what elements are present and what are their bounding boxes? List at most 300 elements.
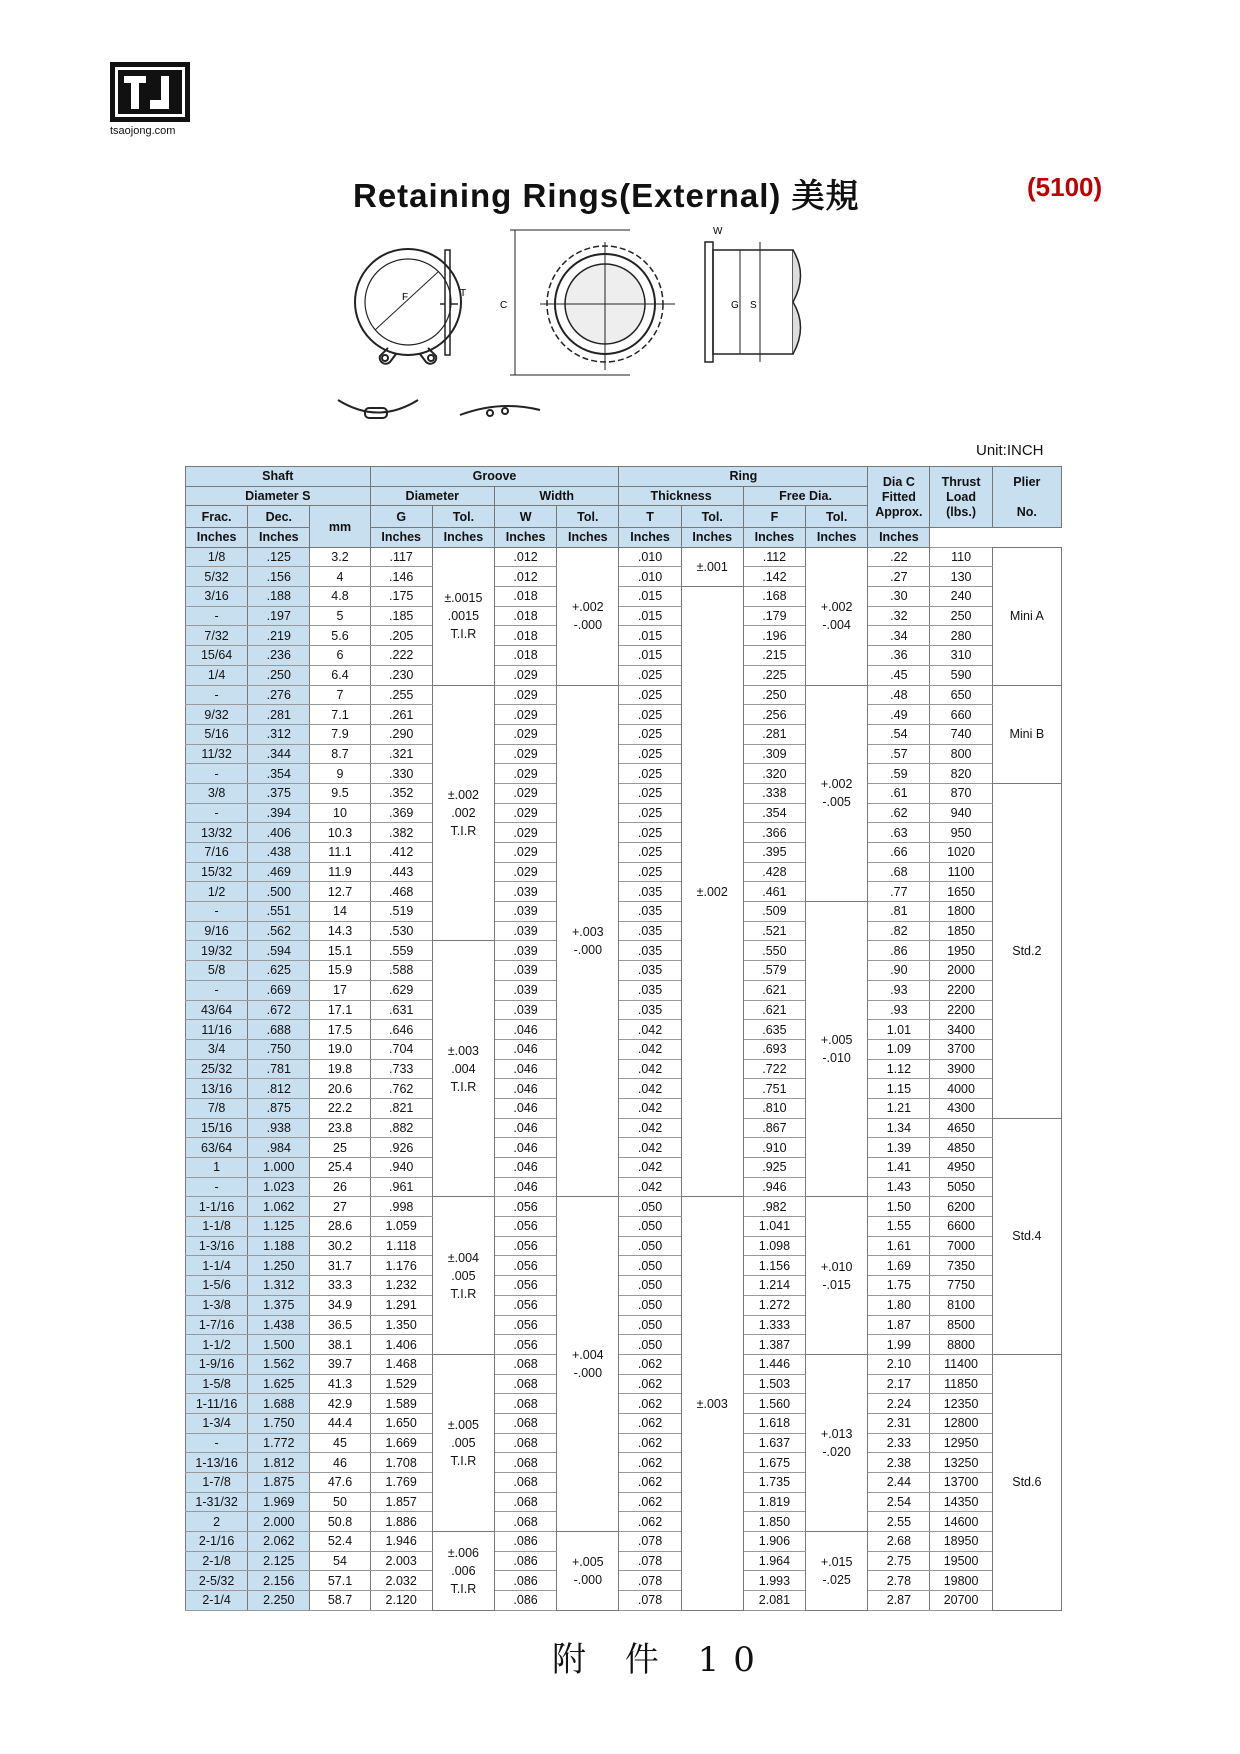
thickness-t-cell: .015 [619,646,681,666]
mm-cell: 50 [310,1492,370,1512]
groove-g-cell: .821 [370,1098,432,1118]
table-row [186,803,1062,823]
dec-cell: .438 [248,843,310,863]
tolerance-line: -.010 [822,1051,851,1066]
mm-cell: 8.7 [310,744,370,764]
dec-cell: .354 [248,764,310,784]
table-row [186,1236,1062,1256]
groove-tol-cell [432,941,494,1197]
thrust-load-cell: 3900 [930,1059,992,1079]
header-shaft: Shaft [186,467,371,487]
groove-g-cell: .261 [370,705,432,725]
groove-g-cell: 1.529 [370,1374,432,1394]
dec-cell: .469 [248,862,310,882]
width-w-cell: .056 [495,1236,557,1256]
dec-cell: 1.772 [248,1433,310,1453]
free-tol-cell [806,902,868,1197]
dia-c-cell: 1.12 [868,1059,930,1079]
free-tol-cell [806,547,868,685]
thickness-t-cell: .050 [619,1256,681,1276]
thrust-load-cell: 4650 [930,1118,992,1138]
thickness-t-cell: .025 [619,783,681,803]
table-row [186,1492,1062,1512]
dec-cell: .781 [248,1059,310,1079]
free-dia-f-cell: 1.503 [743,1374,805,1394]
tolerance-line: ±.003 [696,1396,728,1411]
groove-g-cell: .369 [370,803,432,823]
dia-c-cell: .62 [868,803,930,823]
table-row [186,1374,1062,1394]
thickness-t-cell: .050 [619,1295,681,1315]
header-ring: Ring [619,467,868,487]
mm-cell: 52.4 [310,1532,370,1552]
thrust-load-cell: 950 [930,823,992,843]
frac-cell: - [186,685,248,705]
mm-cell: 10.3 [310,823,370,843]
width-w-cell: .056 [495,1276,557,1296]
thrust-load-cell: 14350 [930,1492,992,1512]
spec-table [185,466,1062,1611]
mm-cell: 6.4 [310,665,370,685]
frac-cell: 11/32 [186,744,248,764]
dia-c-cell: 1.43 [868,1177,930,1197]
header-thrust-load: Thrust Load (lbs.) [930,467,992,528]
table-row [186,1453,1062,1473]
dec-cell: 2.000 [248,1512,310,1532]
frac-cell: 3/8 [186,783,248,803]
free-dia-f-cell: .946 [743,1177,805,1197]
mm-cell: 19.0 [310,1039,370,1059]
header-thickness: Thickness [619,486,743,506]
dia-c-cell: 2.24 [868,1394,930,1414]
frac-cell: 15/32 [186,862,248,882]
thickness-t-cell: .050 [619,1217,681,1237]
groove-g-cell: 1.589 [370,1394,432,1414]
groove-g-cell: .940 [370,1158,432,1178]
dec-cell: .669 [248,980,310,1000]
frac-cell: 19/32 [186,941,248,961]
thickness-t-cell: .050 [619,1315,681,1335]
width-w-cell: .056 [495,1197,557,1217]
dec-cell: .984 [248,1138,310,1158]
dec-cell: .250 [248,665,310,685]
table-row [186,980,1062,1000]
thickness-t-cell: .025 [619,685,681,705]
thickness-t-cell: .025 [619,665,681,685]
frac-cell: 3/16 [186,587,248,607]
frac-cell: 1-1/16 [186,1197,248,1217]
table-row [186,1079,1062,1099]
free-dia-f-cell: .196 [743,626,805,646]
dim-label-t: T [460,288,467,299]
dia-c-cell: 1.09 [868,1039,930,1059]
free-dia-f-cell: .168 [743,587,805,607]
mm-cell: 25 [310,1138,370,1158]
dec-cell: 1.125 [248,1217,310,1237]
thrust-load-cell: 4000 [930,1079,992,1099]
table-row [186,685,1062,705]
table-row [186,1158,1062,1178]
free-dia-f-cell: 1.735 [743,1473,805,1493]
thrust-load-cell: 20700 [930,1591,992,1611]
groove-g-cell: 1.769 [370,1473,432,1493]
table-row [186,1394,1062,1414]
thickness-t-cell: .042 [619,1039,681,1059]
thrust-load-cell: 2200 [930,1000,992,1020]
dec-cell: .197 [248,606,310,626]
width-w-cell: .039 [495,882,557,902]
free-dia-f-cell: 1.618 [743,1413,805,1433]
dec-cell: 2.250 [248,1591,310,1611]
header-g: G [370,506,432,528]
free-dia-f-cell: .910 [743,1138,805,1158]
header-groove: Groove [370,467,619,487]
dia-c-cell: 1.21 [868,1098,930,1118]
groove-g-cell: .185 [370,606,432,626]
header-t: T [619,506,681,528]
tolerance-line: Mini B [1009,727,1045,742]
mm-cell: 15.1 [310,941,370,961]
mm-cell: 9 [310,764,370,784]
free-dia-f-cell: .320 [743,764,805,784]
dec-cell: .562 [248,921,310,941]
mm-cell: 4 [310,567,370,587]
frac-cell: 25/32 [186,1059,248,1079]
table-row [186,1512,1062,1532]
frac-cell: 1-3/4 [186,1413,248,1433]
thrust-load-cell: 3700 [930,1039,992,1059]
frac-cell: 1/4 [186,665,248,685]
width-w-cell: .029 [495,665,557,685]
width-w-cell: .029 [495,764,557,784]
dec-cell: 1.750 [248,1413,310,1433]
thrust-load-cell: 7750 [930,1276,992,1296]
width-w-cell: .086 [495,1532,557,1552]
header-g-tol: Tol. [432,506,494,528]
tolerance-line: T.I.R [450,1286,477,1301]
tolerance-line: T.I.R [450,627,477,642]
tolerance-line: +.005 [571,1554,604,1569]
mm-cell: 7 [310,685,370,705]
tolerance-line: +.002 [571,600,604,615]
thrust-load-cell: 590 [930,665,992,685]
dia-c-cell: .90 [868,961,930,981]
free-dia-f-cell: 1.964 [743,1551,805,1571]
tolerance-line: +.002 [820,600,853,615]
tolerance-line: +.002 [820,777,853,792]
frac-cell: 9/16 [186,921,248,941]
groove-g-cell: .998 [370,1197,432,1217]
width-w-cell: .068 [495,1453,557,1473]
tolerance-line: .002 [451,805,476,820]
table-row [186,961,1062,981]
thrust-load-cell: 310 [930,646,992,666]
thrust-load-cell: 240 [930,587,992,607]
dec-cell: .812 [248,1079,310,1099]
thickness-t-cell: .015 [619,626,681,646]
groove-g-cell: .321 [370,744,432,764]
groove-g-cell: 1.669 [370,1433,432,1453]
free-dia-f-cell: 1.214 [743,1276,805,1296]
thickness-t-cell: .035 [619,961,681,981]
dia-c-cell: .49 [868,705,930,725]
groove-g-cell: .443 [370,862,432,882]
free-dia-f-cell: .366 [743,823,805,843]
tolerance-line: ±.006 [447,1545,479,1560]
width-w-cell: .018 [495,606,557,626]
dec-cell: 1.625 [248,1374,310,1394]
width-w-cell: .086 [495,1591,557,1611]
dec-cell: .125 [248,547,310,567]
width-w-cell: .039 [495,1000,557,1020]
dec-cell: .375 [248,783,310,803]
free-dia-f-cell: .635 [743,1020,805,1040]
thrust-load-cell: 4850 [930,1138,992,1158]
mm-cell: 45 [310,1433,370,1453]
unit-header-f: Inches [743,528,805,548]
table-row [186,606,1062,626]
dia-c-cell: 2.54 [868,1492,930,1512]
tolerance-line: -.000 [573,1572,603,1587]
frac-cell: 1 [186,1158,248,1178]
attachment-footer: 附 件 10 [552,1640,769,1680]
thickness-t-cell: .025 [619,862,681,882]
dia-c-cell: 1.99 [868,1335,930,1355]
width-w-cell: .046 [495,1177,557,1197]
dec-cell: 1.250 [248,1256,310,1276]
tolerance-line: Mini A [1009,609,1044,624]
free-dia-f-cell: .621 [743,980,805,1000]
mm-cell: 22.2 [310,1098,370,1118]
frac-cell: - [186,764,248,784]
thickness-t-cell: .042 [619,1059,681,1079]
unit-header-dec: Inches [248,528,310,548]
frac-cell: 7/32 [186,626,248,646]
groove-g-cell: .926 [370,1138,432,1158]
mm-cell: 3.2 [310,547,370,567]
dia-c-cell: 1.87 [868,1315,930,1335]
thrust-load-cell: 8800 [930,1335,992,1355]
thickness-t-cell: .062 [619,1473,681,1493]
free-dia-f-cell: .693 [743,1039,805,1059]
groove-g-cell: .230 [370,665,432,685]
groove-g-cell: 1.468 [370,1354,432,1374]
groove-g-cell: .412 [370,843,432,863]
groove-g-cell: 2.003 [370,1551,432,1571]
dec-cell: .344 [248,744,310,764]
dec-cell: 1.023 [248,1177,310,1197]
free-dia-f-cell: .142 [743,567,805,587]
groove-g-cell: .290 [370,724,432,744]
dia-c-cell: .54 [868,724,930,744]
mm-cell: 28.6 [310,1217,370,1237]
thrust-load-cell: 940 [930,803,992,823]
groove-g-cell: .352 [370,783,432,803]
groove-g-cell: .146 [370,567,432,587]
frac-cell: 1-11/16 [186,1394,248,1414]
frac-cell: 1-13/16 [186,1453,248,1473]
mm-cell: 46 [310,1453,370,1473]
thrust-load-cell: 11400 [930,1354,992,1374]
groove-g-cell: .629 [370,980,432,1000]
width-w-cell: .046 [495,1118,557,1138]
thickness-t-cell: .050 [619,1335,681,1355]
free-tol-cell [806,685,868,902]
table-row [186,1473,1062,1493]
unit-header-dia-c: Inches [868,528,930,548]
table-row [186,567,1062,587]
logo-mark [110,62,190,122]
frac-cell: 5/32 [186,567,248,587]
groove-g-cell: .175 [370,587,432,607]
thrust-load-cell: 660 [930,705,992,725]
thickness-t-cell: .042 [619,1158,681,1178]
mm-cell: 15.9 [310,961,370,981]
mm-cell: 42.9 [310,1394,370,1414]
free-dia-f-cell: .215 [743,646,805,666]
frac-cell: 2-1/16 [186,1532,248,1552]
tolerance-line: ±.005 [447,1417,479,1432]
width-w-cell: .068 [495,1374,557,1394]
width-w-cell: .029 [495,724,557,744]
thrust-load-cell: 4950 [930,1158,992,1178]
table-row [186,902,1062,922]
frac-cell: 63/64 [186,1138,248,1158]
tolerance-line: -.020 [822,1444,851,1459]
thrust-load-cell: 12950 [930,1433,992,1453]
dec-cell: .281 [248,705,310,725]
logo-website: tsaojong.com [110,125,176,137]
header-t-tol: Tol. [681,506,743,528]
thrust-load-cell: 250 [930,606,992,626]
thrust-load-cell: 14600 [930,1512,992,1532]
thickness-t-cell: .035 [619,980,681,1000]
thickness-t-cell: .062 [619,1394,681,1414]
groove-g-cell: .117 [370,547,432,567]
dia-c-cell: .61 [868,783,930,803]
free-dia-f-cell: .112 [743,547,805,567]
thickness-t-cell: .078 [619,1532,681,1552]
width-tol-cell [557,685,619,1197]
mm-cell: 26 [310,1177,370,1197]
plier-tip-icons [338,400,540,418]
groove-g-cell: 1.650 [370,1413,432,1433]
mm-cell: 31.7 [310,1256,370,1276]
free-dia-f-cell: .225 [743,665,805,685]
thrust-load-cell: 2000 [930,961,992,981]
company-logo [110,62,192,137]
dia-c-cell: .36 [868,646,930,666]
thrust-load-cell: 19500 [930,1551,992,1571]
dec-cell: 1.562 [248,1354,310,1374]
frac-cell: 7/16 [186,843,248,863]
mm-cell: 5.6 [310,626,370,646]
width-w-cell: .039 [495,961,557,981]
mm-cell: 39.7 [310,1354,370,1374]
width-w-cell: .046 [495,1158,557,1178]
groove-g-cell: .205 [370,626,432,646]
table-row [186,724,1062,744]
mm-cell: 11.9 [310,862,370,882]
table-row [186,1551,1062,1571]
dia-c-cell: .30 [868,587,930,607]
frac-cell: 3/4 [186,1039,248,1059]
mm-cell: 14.3 [310,921,370,941]
header-w-tol: Tol. [557,506,619,528]
table-row [186,862,1062,882]
mm-cell: 27 [310,1197,370,1217]
groove-tol-cell [432,685,494,941]
free-dia-f-cell: .722 [743,1059,805,1079]
dia-c-cell: 1.41 [868,1158,930,1178]
frac-cell: - [186,1177,248,1197]
frac-cell: 9/32 [186,705,248,725]
tolerance-line: +.010 [820,1259,853,1274]
width-w-cell: .056 [495,1295,557,1315]
unit-header-g: Inches [370,528,432,548]
thickness-tol-cell [681,547,743,586]
dia-c-cell: .93 [868,980,930,1000]
mm-cell: 19.8 [310,1059,370,1079]
frac-cell: 1-9/16 [186,1354,248,1374]
table-row [186,783,1062,803]
table-row [186,1138,1062,1158]
table-row [186,1315,1062,1335]
header-f: F [743,506,805,528]
width-w-cell: .012 [495,567,557,587]
thickness-t-cell: .078 [619,1571,681,1591]
thickness-t-cell: .050 [619,1236,681,1256]
thrust-load-cell: 5050 [930,1177,992,1197]
frac-cell: 1-5/8 [186,1374,248,1394]
mm-cell: 44.4 [310,1413,370,1433]
dec-cell: 1.312 [248,1276,310,1296]
dec-cell: 1.688 [248,1394,310,1414]
plier-cell [992,783,1061,1118]
width-w-cell: .012 [495,547,557,567]
width-w-cell: .046 [495,1079,557,1099]
mm-cell: 33.3 [310,1276,370,1296]
thrust-load-cell: 740 [930,724,992,744]
tolerance-line: +.013 [820,1426,853,1441]
table-row [186,1177,1062,1197]
thickness-t-cell: .062 [619,1354,681,1374]
dia-c-cell: 2.17 [868,1374,930,1394]
thickness-t-cell: .062 [619,1413,681,1433]
tolerance-line: Std.4 [1012,1229,1042,1244]
mm-cell: 17.1 [310,1000,370,1020]
dec-cell: .750 [248,1039,310,1059]
dia-c-cell: .32 [868,606,930,626]
dia-c-cell: .48 [868,685,930,705]
frac-cell: 13/16 [186,1079,248,1099]
groove-g-cell: .330 [370,764,432,784]
thrust-load-cell: 6600 [930,1217,992,1237]
frac-cell: 5/8 [186,961,248,981]
table-row [186,1354,1062,1374]
width-w-cell: .029 [495,744,557,764]
width-w-cell: .056 [495,1335,557,1355]
thickness-t-cell: .062 [619,1374,681,1394]
width-w-cell: .029 [495,862,557,882]
width-w-cell: .068 [495,1473,557,1493]
thickness-t-cell: .025 [619,744,681,764]
width-w-cell: .046 [495,1020,557,1040]
frac-cell: 2-1/4 [186,1591,248,1611]
plier-cell [992,547,1061,685]
tolerance-line: -.000 [573,942,603,957]
dia-c-cell: 1.50 [868,1197,930,1217]
